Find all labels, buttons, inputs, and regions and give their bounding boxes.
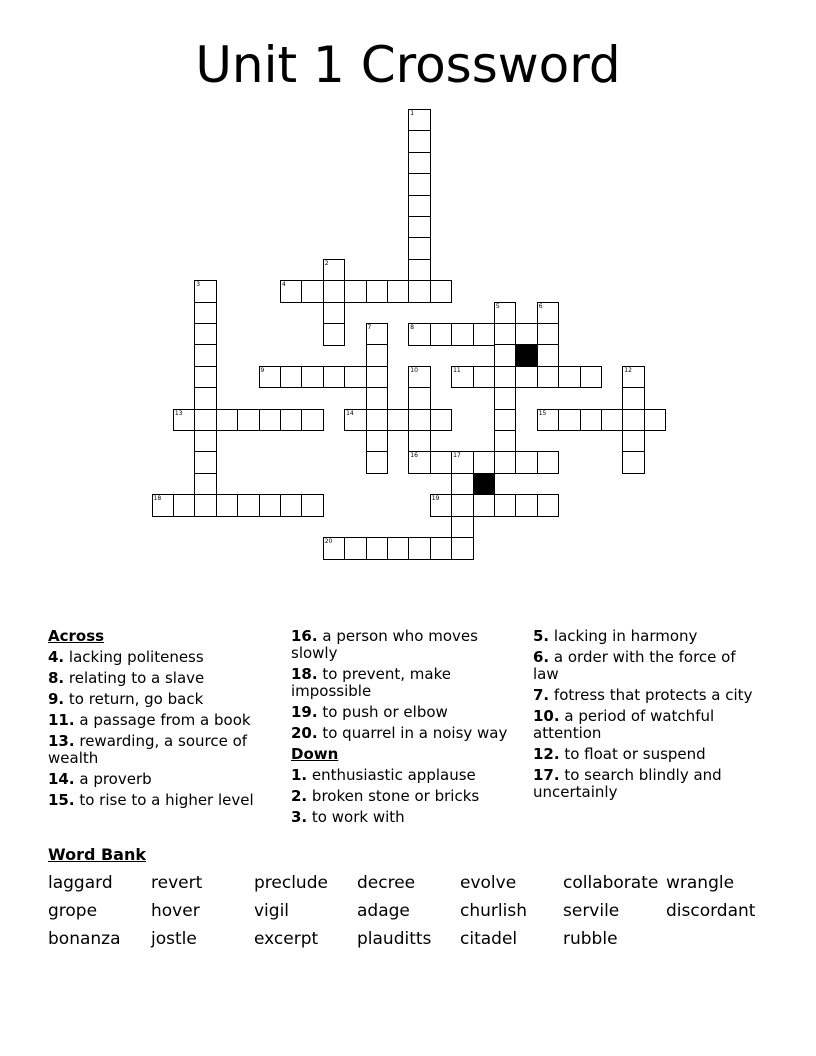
grid-cell[interactable] bbox=[408, 366, 431, 389]
grid-cell[interactable] bbox=[494, 451, 517, 474]
grid-cell[interactable] bbox=[152, 494, 175, 517]
grid-cell[interactable] bbox=[473, 323, 496, 346]
grid-cell[interactable] bbox=[194, 366, 217, 389]
grid-cell[interactable] bbox=[259, 366, 282, 389]
clue-number: 18 bbox=[153, 495, 162, 503]
clue-number: 17 bbox=[453, 452, 461, 460]
grid-cell[interactable] bbox=[194, 451, 217, 474]
grid-cell[interactable] bbox=[451, 366, 474, 389]
down-clue: 6. a order with the force of law bbox=[533, 648, 736, 683]
grid-cell[interactable] bbox=[366, 537, 389, 560]
clue-number: 6 bbox=[538, 302, 543, 310]
grid-cell[interactable] bbox=[515, 366, 538, 389]
word-bank-word: churlish bbox=[460, 901, 527, 921]
grid-cell[interactable] bbox=[408, 537, 431, 560]
grid-cell[interactable] bbox=[323, 280, 346, 303]
grid-cell[interactable] bbox=[580, 409, 603, 432]
grid-cell[interactable] bbox=[430, 494, 453, 517]
clues-column-2 bbox=[291, 628, 523, 830]
grid-cell[interactable] bbox=[301, 366, 324, 389]
word-bank-word: grope bbox=[48, 901, 98, 921]
grid-cell[interactable] bbox=[194, 473, 217, 496]
grid-cell[interactable] bbox=[344, 409, 367, 432]
clue-number: 1 bbox=[410, 110, 415, 117]
grid-cell[interactable] bbox=[537, 451, 560, 474]
grid-cell[interactable] bbox=[408, 216, 431, 239]
grid-cell[interactable] bbox=[366, 280, 389, 303]
clues-column-3 bbox=[533, 628, 765, 805]
word-bank-word: decree bbox=[357, 873, 416, 893]
grid-cell[interactable] bbox=[408, 409, 431, 432]
clue-number: 5 bbox=[495, 302, 500, 310]
across-clue: 13. rewarding, a source of wealth bbox=[48, 732, 248, 767]
clue-number: 20 bbox=[324, 538, 333, 545]
grid-cell[interactable] bbox=[451, 473, 474, 496]
grid-cell[interactable] bbox=[430, 409, 453, 432]
across-clue: 8. relating to a slave bbox=[48, 669, 205, 687]
across-clue: 18. to prevent, make impossible bbox=[291, 665, 451, 700]
grid-cell[interactable] bbox=[537, 494, 560, 517]
grid-cell[interactable] bbox=[515, 451, 538, 474]
word-bank-word: servile bbox=[563, 901, 620, 921]
clue-number: 7 bbox=[367, 324, 372, 331]
grid-cell[interactable] bbox=[259, 494, 282, 517]
grid-cell[interactable] bbox=[194, 430, 217, 453]
grid-cell[interactable] bbox=[451, 323, 474, 346]
grid-cell[interactable] bbox=[301, 494, 324, 517]
across-clue: 14. a proverb bbox=[48, 770, 152, 788]
grid-cell[interactable] bbox=[194, 409, 217, 432]
across-clue: 19. to push or elbow bbox=[291, 703, 448, 721]
grid-cell[interactable] bbox=[622, 451, 645, 474]
grid-cell[interactable] bbox=[194, 494, 217, 517]
clue-number: 2 bbox=[324, 259, 329, 267]
grid-cell[interactable] bbox=[622, 430, 645, 453]
word-bank-word: wrangle bbox=[666, 873, 735, 893]
clue-number: 10 bbox=[410, 366, 418, 374]
grid-cell[interactable] bbox=[173, 409, 196, 432]
grid-cell[interactable] bbox=[473, 366, 496, 389]
down-clue: 7. fotress that protects a city bbox=[533, 686, 753, 704]
grid-cell[interactable] bbox=[408, 387, 431, 410]
clue-number: 15 bbox=[538, 409, 547, 417]
clue-number: 14 bbox=[346, 409, 354, 417]
grid-cell[interactable] bbox=[216, 409, 239, 432]
clue-number: 16 bbox=[410, 452, 418, 460]
down-heading: Down bbox=[291, 745, 339, 763]
down-clue: 5. lacking in harmony bbox=[533, 627, 698, 645]
grid-cell[interactable] bbox=[622, 409, 645, 432]
word-bank-title: Word Bank bbox=[48, 845, 147, 864]
down-clue: 3. to work with bbox=[291, 808, 405, 826]
grid-cell[interactable] bbox=[430, 451, 453, 474]
word-bank-word: discordant bbox=[666, 901, 756, 921]
black-square bbox=[473, 473, 496, 496]
grid-cell[interactable] bbox=[366, 409, 389, 432]
word-bank-word: evolve bbox=[460, 873, 517, 893]
grid-cell[interactable] bbox=[387, 537, 410, 560]
grid-cell[interactable] bbox=[366, 451, 389, 474]
word-bank-word: rubble bbox=[563, 929, 618, 949]
clue-number: 3 bbox=[196, 281, 201, 289]
word-bank-word: excerpt bbox=[254, 929, 319, 949]
grid-cell[interactable] bbox=[430, 537, 453, 560]
word-bank-word: collaborate bbox=[563, 873, 659, 893]
grid-cell[interactable] bbox=[194, 344, 217, 367]
grid-cell[interactable] bbox=[323, 537, 346, 560]
across-clue: 4. lacking politeness bbox=[48, 648, 204, 666]
grid-cell[interactable] bbox=[323, 259, 346, 282]
grid-cell[interactable] bbox=[473, 451, 496, 474]
across-heading: Across bbox=[48, 627, 105, 645]
clue-number: 19 bbox=[431, 495, 440, 503]
grid-cell[interactable] bbox=[537, 302, 560, 325]
word-bank-word: vigil bbox=[254, 901, 290, 921]
grid-cell[interactable] bbox=[387, 280, 410, 303]
grid-cell[interactable] bbox=[408, 152, 431, 175]
grid-cell[interactable] bbox=[430, 323, 453, 346]
grid-cell[interactable] bbox=[259, 409, 282, 432]
grid-cell[interactable] bbox=[280, 409, 303, 432]
black-square bbox=[515, 344, 538, 367]
grid-cell[interactable] bbox=[301, 409, 324, 432]
word-bank-word: plauditts bbox=[357, 929, 432, 949]
grid-cell[interactable] bbox=[515, 494, 538, 517]
word-bank-word: adage bbox=[357, 901, 410, 921]
clue-number: 12 bbox=[624, 366, 632, 374]
grid-cell[interactable] bbox=[366, 366, 389, 389]
grid-cell[interactable] bbox=[366, 344, 389, 367]
grid-cell[interactable] bbox=[494, 494, 517, 517]
grid-cell[interactable] bbox=[644, 409, 667, 432]
grid-cell[interactable] bbox=[451, 516, 474, 539]
grid-cell[interactable] bbox=[494, 409, 517, 432]
grid-cell[interactable] bbox=[237, 494, 260, 517]
grid-cell[interactable] bbox=[558, 366, 581, 389]
grid-cell[interactable] bbox=[537, 344, 560, 367]
grid-cell[interactable] bbox=[537, 409, 560, 432]
grid-cell[interactable] bbox=[451, 494, 474, 517]
grid-cell[interactable] bbox=[280, 366, 303, 389]
clues-column-1 bbox=[48, 628, 280, 813]
grid-cell[interactable] bbox=[430, 280, 453, 303]
grid-cell[interactable] bbox=[194, 387, 217, 410]
grid-cell[interactable] bbox=[494, 323, 517, 346]
down-clue: 2. broken stone or bricks bbox=[291, 787, 480, 805]
grid-cell[interactable] bbox=[494, 430, 517, 453]
grid-cell[interactable] bbox=[194, 280, 217, 303]
grid-cell[interactable] bbox=[366, 323, 389, 346]
grid-cell[interactable] bbox=[408, 259, 431, 282]
grid-cell[interactable] bbox=[280, 280, 303, 303]
down-clue: 12. to float or suspend bbox=[533, 745, 706, 763]
grid-cell[interactable] bbox=[622, 387, 645, 410]
clue-number: 11 bbox=[453, 366, 461, 374]
grid-cell[interactable] bbox=[408, 451, 431, 474]
grid-cell[interactable] bbox=[408, 323, 431, 346]
grid-cell[interactable] bbox=[515, 323, 538, 346]
grid-cell[interactable] bbox=[344, 366, 367, 389]
across-clue: 16. a person who moves slowly bbox=[291, 627, 478, 662]
grid-cell[interactable] bbox=[580, 366, 603, 389]
grid-cell[interactable] bbox=[601, 409, 624, 432]
grid-cell[interactable] bbox=[408, 109, 431, 132]
grid-cell[interactable] bbox=[280, 494, 303, 517]
grid-cell[interactable] bbox=[408, 237, 431, 260]
across-clue: 20. to quarrel in a noisy way bbox=[291, 724, 508, 742]
grid-cell[interactable] bbox=[494, 302, 517, 325]
down-clue: 10. a period of watchful attention bbox=[533, 707, 715, 742]
grid-cell[interactable] bbox=[558, 409, 581, 432]
grid-cell[interactable] bbox=[387, 409, 410, 432]
grid-cell[interactable] bbox=[408, 430, 431, 453]
word-bank-word: laggard bbox=[48, 873, 113, 893]
grid-cell[interactable] bbox=[323, 323, 346, 346]
word-bank-word: hover bbox=[151, 901, 200, 921]
grid-cell[interactable] bbox=[408, 130, 431, 153]
grid-cell[interactable] bbox=[494, 344, 517, 367]
grid-cell[interactable] bbox=[622, 366, 645, 389]
grid-cell[interactable] bbox=[494, 366, 517, 389]
grid-cell[interactable] bbox=[537, 366, 560, 389]
grid-cell[interactable] bbox=[194, 323, 217, 346]
page-title: Unit 1 Crossword bbox=[195, 36, 621, 94]
across-clue: 15. to rise to a higher level bbox=[48, 791, 254, 809]
clue-number: 13 bbox=[174, 409, 183, 417]
grid-cell[interactable] bbox=[173, 494, 196, 517]
down-clue: 1. enthusiastic applause bbox=[291, 766, 476, 784]
grid-cell[interactable] bbox=[366, 387, 389, 410]
grid-cell[interactable] bbox=[344, 280, 367, 303]
word-bank-word: revert bbox=[151, 873, 203, 893]
word-bank-word: bonanza bbox=[48, 929, 121, 949]
word-bank-word: jostle bbox=[151, 929, 197, 949]
grid-cell[interactable] bbox=[408, 195, 431, 218]
grid-cell[interactable] bbox=[344, 537, 367, 560]
down-clue: 17. to search blindly and uncertainly bbox=[533, 766, 722, 801]
clue-number: 8 bbox=[410, 324, 415, 331]
grid-cell[interactable] bbox=[323, 366, 346, 389]
grid-cell[interactable] bbox=[451, 537, 474, 560]
clue-number: 9 bbox=[260, 366, 265, 374]
word-bank-word: preclude bbox=[254, 873, 328, 893]
word-bank-word: citadel bbox=[460, 929, 518, 949]
grid-cell[interactable] bbox=[451, 451, 474, 474]
grid-cell[interactable] bbox=[237, 409, 260, 432]
grid-cell[interactable] bbox=[216, 494, 239, 517]
grid-cell[interactable] bbox=[473, 494, 496, 517]
grid-cell[interactable] bbox=[537, 323, 560, 346]
grid-cell[interactable] bbox=[494, 387, 517, 410]
grid-cell[interactable] bbox=[194, 302, 217, 325]
grid-cell[interactable] bbox=[301, 280, 324, 303]
across-clue: 11. a passage from a book bbox=[48, 711, 251, 729]
grid-cell[interactable] bbox=[366, 430, 389, 453]
clue-number: 4 bbox=[281, 281, 286, 289]
grid-cell[interactable] bbox=[323, 302, 346, 325]
across-clue: 9. to return, go back bbox=[48, 690, 204, 708]
grid-cell[interactable] bbox=[408, 280, 431, 303]
grid-cell[interactable] bbox=[408, 173, 431, 196]
